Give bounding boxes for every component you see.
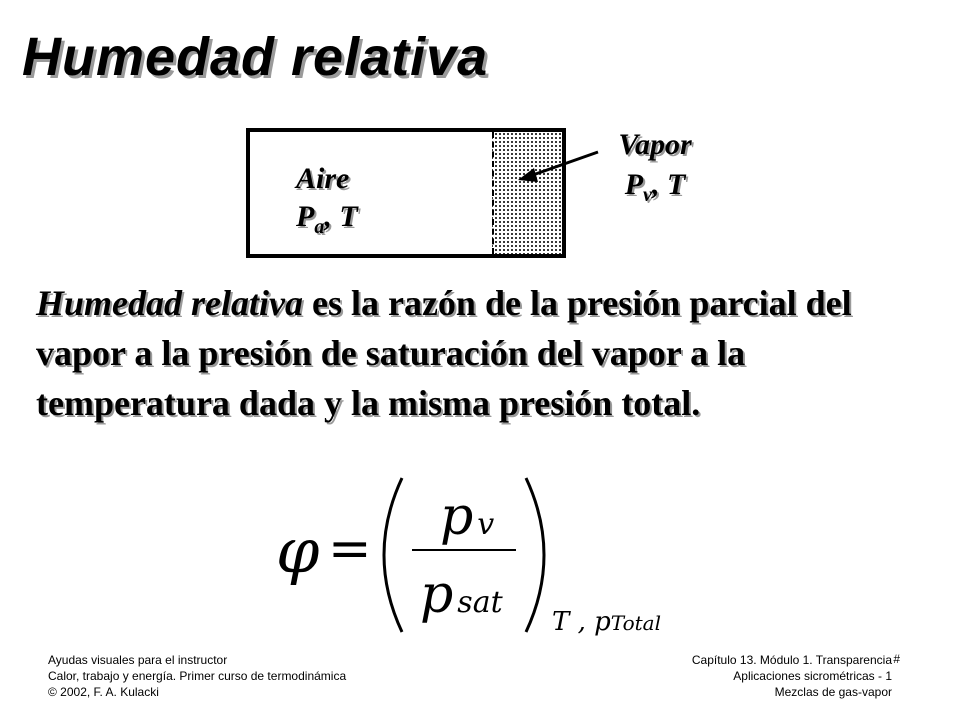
- formula-condition: T , pTotal: [552, 607, 661, 637]
- page-title: Humedad relativa: [22, 27, 489, 87]
- definition-term: Humedad relativa: [36, 283, 303, 323]
- air-label: [296, 160, 358, 246]
- formula-left-paren: [384, 478, 402, 632]
- formula-denominator: psat: [420, 565, 503, 625]
- vapor-region: [492, 132, 564, 254]
- vapor-label: [600, 125, 710, 215]
- air-name: Aire: [296, 162, 350, 195]
- container-diagram: [246, 128, 566, 258]
- vapor-name: Vapor: [618, 128, 692, 161]
- formula-equals: =: [328, 519, 372, 579]
- page-number: #: [893, 652, 900, 666]
- definition-body: es la razón de la presión parcial del vapor a la presión de saturación del vapor a la temperatura dada y la misma presión total.: [36, 283, 852, 423]
- formula-right-paren: [526, 478, 544, 632]
- air-state: $P_a$, T: [296, 200, 358, 238]
- relative-humidity-formula: [270, 470, 690, 640]
- footer-right: Capítulo 13. Módulo 1. Transparencia Aplicaciones sicrométricas - 1 Mezclas de gas-vapor: [691, 653, 892, 699]
- footer-left: Ayudas visuales para el instructor Calor, trabajo y energía. Primer curso de termodinámica © 2002, F. A. Kulacki: [48, 653, 347, 699]
- formula-numerator: pv: [440, 487, 495, 547]
- formula-phi: φ: [276, 514, 320, 587]
- definition-text: [36, 278, 936, 428]
- vapor-state: $P_v$, T: [624, 168, 686, 206]
